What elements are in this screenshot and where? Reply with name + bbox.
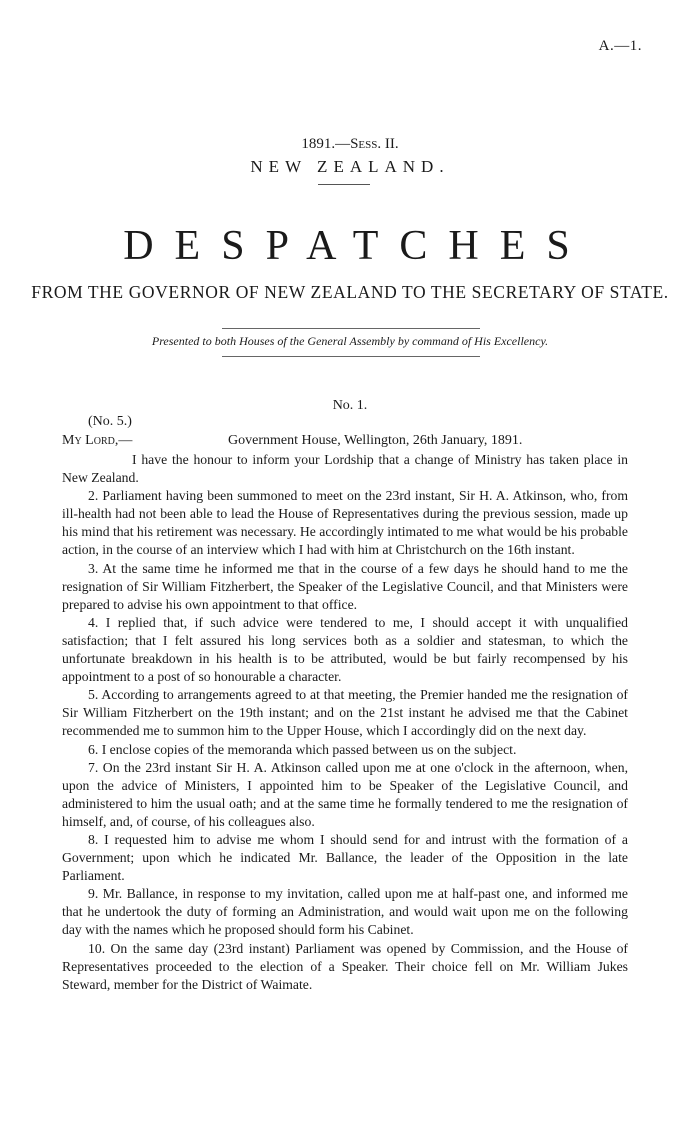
paragraph: 4. I replied that, if such advice were tendered to me, I should accept it with unqualified satisfaction; that I felt assured his long services both as a soldier and statesman, to which the unfortunate breakdown in his health is to be attributed, would be but fairly recompensed by his appointment to a post of so honourable a character. xyxy=(62,614,628,685)
paragraph: 7. On the 23rd instant Sir H. A. Atkinson called upon me at one o'clock in the afternoon, when, upon the advice of Ministers, I appointed him to be Speaker of the Legislative Council, and administered to him the usual oath; and at the same time he formally tendered to me the resignation of himself, and, of course, of his colleagues also. xyxy=(62,759,628,829)
country-heading: NEW ZEALAND. xyxy=(250,157,450,176)
paragraph: 2. Parliament having been summoned to meet on the 23rd instant, Sir H. A. Atkinson, who, from ill-health had not been able to lead the House of Representatives during the previous session, made up his mind that his retirement was necessary. He accordingly intimated to me what would be his probable action, in the course of an interview which I had with him at Christchurch on the 16th instant. xyxy=(62,488,628,558)
session-label: Sess. II. xyxy=(350,136,399,152)
divider xyxy=(222,356,480,357)
document-number: No. 1. xyxy=(332,398,368,413)
paragraph: 6. I enclose copies of the memoranda which passed between us on the subject. xyxy=(88,741,517,757)
paragraph: 8. I requested him to advise me whom I should send for and intrust with the formation of a Government; upon which he indicated Mr. Ballance, the leader of the Opposition in the late Parliament. xyxy=(62,831,628,884)
paragraph: 3. At the same time he informed me that in the course of a few days he should hand to me the resignation of Sir William Fitzherbert, the Speaker of the Legislative Council, and that Ministers were prepared to advise his own appointment to that office. xyxy=(62,560,628,612)
salutation xyxy=(62,433,132,449)
despatch-number: (No. 5.) xyxy=(88,414,132,429)
document-title: DESPATCHES xyxy=(123,223,591,269)
presented-note: Presented to both Houses of the General Assembly by command of His Excellency. xyxy=(151,334,549,348)
paragraph: 9. Mr. Ballance, in response to my invitation, called upon me at half-past one, and informed me that he undertook the duty of forming an Administration, and would wait upon me on the following day with the names which he proposed should form his Cabinet. xyxy=(62,886,628,938)
dateline: Government House, Wellington, 26th January, 1891. xyxy=(228,433,523,448)
session-heading xyxy=(0,136,700,153)
salutation-text: My Lord,— xyxy=(62,433,133,448)
paper-reference: A.—1. xyxy=(598,38,642,54)
paragraph: 5. According to arrangements agreed to at that meeting, the Premier handed me the resignation of Sir William Fitzherbert on the 19th instant; and on the 21st instant he advised me that the Cabinet recommended me to summon him to the Upper House, which I accordingly did on the next day. xyxy=(62,687,628,739)
paragraph: I have the honour to inform your Lordship that a change of Ministry has taken place in New Zealand. xyxy=(62,452,628,486)
session-year: 1891.— xyxy=(301,136,351,152)
paragraph: 10. On the same day (23rd instant) Parliament was opened by Commission, and the House of Representatives proceeded to the election of a Speaker. Their choice fell on Mr. William Jukes Steward, member for the District of Waimate. xyxy=(62,940,628,992)
divider xyxy=(318,184,370,185)
letter-body xyxy=(62,451,628,994)
divider xyxy=(222,328,480,329)
document-subtitle: FROM THE GOVERNOR OF NEW ZEALAND TO THE SECRETARY OF STATE. xyxy=(31,282,669,302)
